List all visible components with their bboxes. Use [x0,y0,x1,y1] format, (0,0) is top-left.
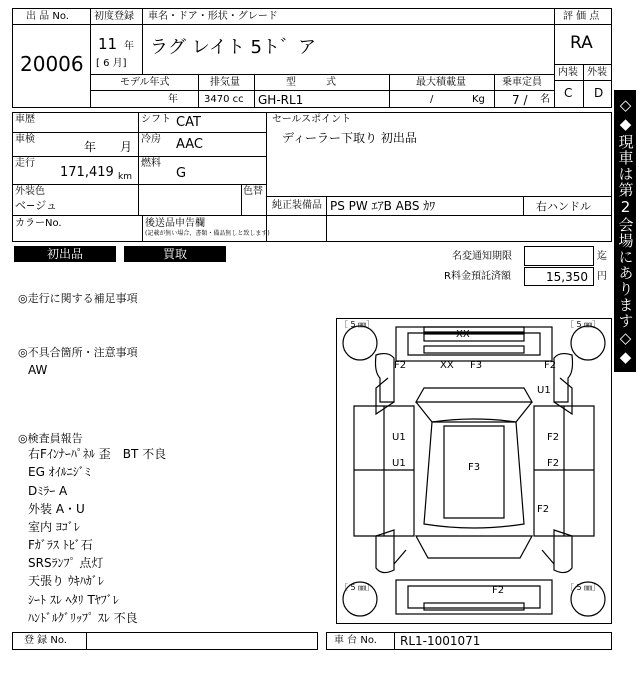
year-unit: 年 [124,41,134,52]
damage-mark: F2 [544,360,557,371]
first-reg-month: [ 6 月] [96,58,127,69]
defects-value: AW [28,363,48,377]
aircon-value: AAC [176,137,203,152]
aircon-label: 冷房 [141,134,161,145]
first-reg-year: 11 [98,35,118,53]
inspection-label: 車検 [15,134,35,145]
damage-mark: F2 [394,360,407,371]
model-year-unit: 年 [168,94,178,105]
purchase-badge: 買取 [124,246,226,262]
equipment-label: 純正装備品 [272,200,322,211]
first-listing-badge: 初出品 [14,246,116,262]
tire-label: ［ 5 ㎜］ [340,320,375,329]
inspector-item: 右Fｲﾝﾅｰﾊﾟﾈﾙ 歪 BT 不良 [28,447,167,461]
inspector-title: ◎検査員報告 [18,432,83,445]
lot-label: 出 品 No. [26,11,69,22]
inspector-item: 室内 ﾖｺﾞﾚ [28,520,80,534]
name-change-label: 名変通知期限 [452,251,512,262]
chassis-number: RL1-1001071 [400,634,481,648]
capacity-unit: 名 [540,94,550,105]
damage-mark: F2 [547,432,560,443]
color-change-label: 色替 [243,186,263,197]
tire-label: ［ 5 ㎜］ [340,583,375,592]
car-name: ラグ レイト 5ト゛ア [150,37,316,58]
model-type: GH-RL1 [258,93,304,107]
max-load-slash: / [430,94,434,105]
interior-score: C [564,86,573,100]
damage-mark: U1 [537,385,551,396]
max-load-label: 最大積載量 [416,77,466,88]
inspector-item: Fｶﾞﾗｽ ﾄﾋﾞ石 [28,538,93,552]
recycle-label: R料金預託済額 [444,271,511,282]
fuel-label: 燃料 [141,158,161,169]
shift-value: CAT [176,115,201,130]
inspector-item: 天張り ｳｷﾊｶﾞﾚ [28,574,104,588]
inspector-item: Dﾐﾗｰ A [28,484,68,498]
exterior-color-label: 外装色 [15,186,45,197]
venue-banner-text: ◇◆現車は第2会場にあります◇◆ [616,96,635,367]
name-change-unit: 迄 [597,251,607,262]
mileage: 171,419 [60,165,114,180]
inspection-value: 年 月 [84,140,133,154]
color-no-label: カラーNo. [15,218,62,229]
exterior-label: 外装 [587,67,607,78]
fuel-value: G [176,166,187,181]
car-name-label: 車名・ドア・形状・グレード [148,11,278,22]
recycle-unit: 円 [597,271,607,282]
damage-mark: F3 [470,360,483,371]
capacity-label: 乗車定員 [502,77,542,88]
damage-mark: F3 [468,462,481,473]
score-label: 評 価 点 [563,11,600,22]
damage-mark: F2 [547,458,560,469]
overall-score: RA [570,33,593,53]
displacement-label: 排気量 [210,77,240,88]
mileage-label: 走行 [15,158,35,169]
exterior-score: D [594,86,604,100]
damage-mark: U1 [392,432,406,443]
history-label: 車歴 [15,114,35,125]
chassis-label: 車 台 No. [334,635,377,646]
inspector-item: SRSﾗﾝﾌﾟ 点灯 [28,556,104,570]
sales-point-label: セールスポイント [272,114,352,125]
shift-label: シフト [141,114,171,125]
driving-notes-title: ◎走行に関する補足事項 [18,292,138,305]
venue-side-banner [614,90,636,372]
inspector-item: ｼｰﾄ ｽﾚ ﾍﾀﾘ Tﾔﾌﾞﾚ [28,593,119,607]
defects-title: ◎不具合箇所・注意事項 [18,346,138,359]
capacity: 7 / [512,93,528,107]
aftermarket-note: (記載が無い場合，書類・備品無しと致します) [145,230,270,237]
mileage-unit: km [118,172,132,182]
damage-mark: F2 [537,504,550,515]
name-change-box [524,246,594,266]
damage-mark: U1 [392,458,406,469]
exterior-color: ベ−ジュ [15,199,57,212]
registration-label: 登 録 No. [24,635,67,646]
max-load-unit: Kg [472,94,485,105]
type-label: 型 式 [286,77,336,88]
tire-label: ［ 5 ㎜］ [566,583,601,592]
inspector-item: ﾊﾝﾄﾞﾙｸﾞﾘｯﾌﾟ ｽﾚ 不良 [28,611,138,625]
interior-label: 内装 [558,67,578,78]
equipment: PS PW ｴｱB ABS ｶﾜ [330,199,436,213]
damage-mark: F2 [492,585,505,596]
damage-mark: XX [456,329,470,340]
inspector-item: 外装 A・U [28,502,85,516]
steering: 右ハンドル [536,200,591,213]
lot-number: 20006 [20,52,84,76]
aftermarket-label: 後送品申告欄 [145,218,205,229]
inspector-item: EG ｵｲﾙﾆｼﾞﾐ [28,465,91,479]
model-year-label: モデル年式 [120,77,170,88]
sales-point: ディーラー下取り 初出品 [282,131,417,145]
recycle-value: 15,350 [546,270,588,284]
first-reg-label: 初度登録 [94,11,134,22]
tire-label: ［ 5 ㎜］ [566,320,601,329]
displacement: 3470 cc [204,94,244,105]
damage-mark: XX [440,360,454,371]
